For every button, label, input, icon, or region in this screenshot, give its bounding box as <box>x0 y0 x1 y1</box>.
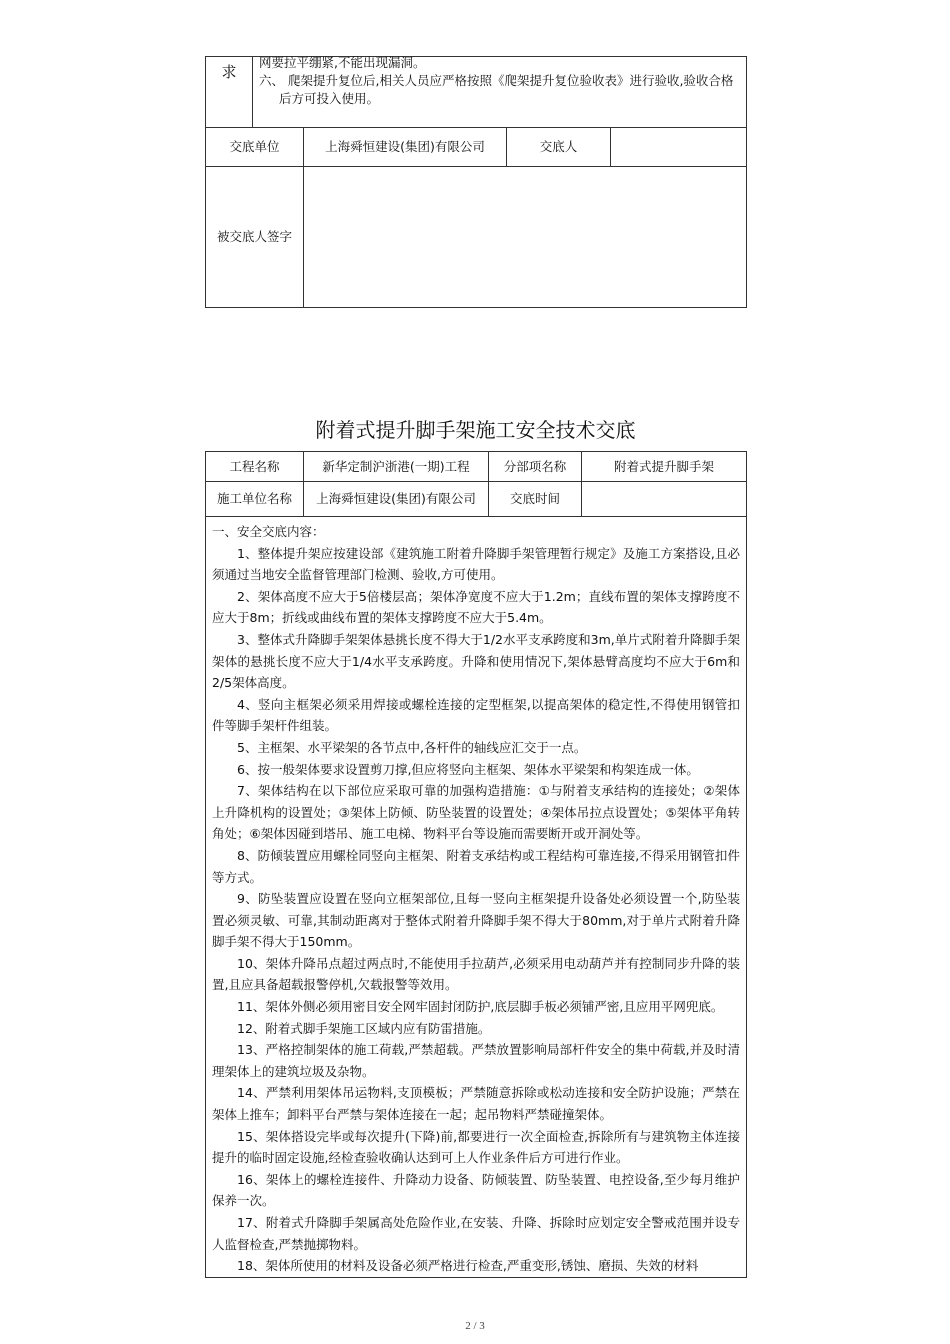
construction-unit-value: 上海舜恒建设(集团)有限公司 <box>304 482 489 517</box>
construction-unit-label: 施工单位名称 <box>206 482 304 517</box>
content-item: 14、严禁利用架体吊运物料,支顶模板；严禁随意拆除或松动连接和安全防护设施；严禁在架体上推车；卸料平台严禁与架体连接在一起；起吊物料严禁碰撞架体。 <box>212 1085 740 1123</box>
content-item: 2、架体高度不应大于5倍楼层高；架体净宽度不应大于1.2m；直线布置的架体支撑跨度不应大于8m；折线或曲线布置的架体支撑跨度不应大于5.4m。 <box>212 588 740 626</box>
content-item: 1、整体提升架应按建设部《建筑施工附着升降脚手架管理暂行规定》及施工方案搭设,且必须通过当地安全监督管理部门检测、验收,方可使用。 <box>212 545 740 583</box>
main-table <box>205 451 747 1278</box>
top-table <box>205 56 747 308</box>
content-item: 15、架体搭设完毕或每次提升(下降)前,都要进行一次全面检查,拆除所有与建筑物主体连接提升的临时固定设施,经检查验收确认达到可上人作业条件后方可进行作业。 <box>212 1128 740 1166</box>
handover-person-value[interactable] <box>611 128 747 167</box>
content-item: 18、架体所使用的材料及设备必须严格进行检查,严重变形,锈蚀、磨损、失效的材料 <box>237 1258 699 1274</box>
content-item: 3、整体式升降脚手架架体悬挑长度不得大于1/2水平支承跨度和3m,单片式附着升降脚手架架体的悬挑长度不应大于1/4水平支承跨度。升降和使用情况下,架体悬臂高度均不应大于6m和2/5架体高度。 <box>212 631 740 691</box>
content-item: 13、严格控制架体的施工荷载,严禁超载。严禁放置影响局部杆件安全的集中荷载,并及时清理架体上的建筑垃圾及杂物。 <box>212 1042 740 1079</box>
safety-content <box>206 517 747 1278</box>
requirement-line: 网要拉平绷紧,不能出现漏洞。 <box>259 55 426 70</box>
document-title: 附着式提升脚手架施工安全技术交底 <box>315 418 636 442</box>
requirement-text <box>253 57 747 128</box>
project-name-label: 工程名称 <box>206 452 304 482</box>
handover-unit-value: 上海舜恒建设(集团)有限公司 <box>304 128 507 167</box>
content-item: 9、防坠装置应设置在竖向立框架部位,且每一竖向主框架提升设备处必须设置一个,防坠装置必须灵敏、可靠,其制动距离对于整体式附着升降脚手架不得大于80mm,对于单片式附着升降脚手架不得大于150mm。 <box>212 891 740 950</box>
content-item: 17、附着式升降脚手架属高处危险作业,在安装、升降、拆除时应划定安全警戒范围并设专人监督检查,严禁抛掷物料。 <box>212 1215 740 1252</box>
subdivision-value: 附着式提升脚手架 <box>582 452 747 482</box>
section-heading: 一、安全交底内容： <box>212 524 325 539</box>
handover-time-label: 交底时间 <box>489 482 582 517</box>
content-item: 11、架体外侧必须用密目安全网牢固封闭防护,底层脚手板必须铺严密,且应用平网兜底。 <box>237 999 724 1015</box>
content-item: 7、架体结构在以下部位应采取可靠的加强构造措施：①与附着支承结构的连接处；②架体上升降机构的设置处；③架体上防倾、防坠装置的设置处；④架体吊拉点设置处；⑤架体平角转角处；⑥架体因碰到塔吊、施工电梯、物料平台等设施而需要断开或开洞处等。 <box>212 783 740 842</box>
handover-unit-label: 交底单位 <box>206 128 304 167</box>
content-item: 6、按一般架体要求设置剪刀撑,但应将竖向主框架、架体水平梁架和构架连成一体。 <box>237 761 699 777</box>
content-item: 10、架体升降吊点超过两点时,不能使用手拉葫芦,必须采用电动葫芦并有控制同步升降的装置,且应具备超载报警停机,欠载报警等效用。 <box>212 955 740 993</box>
page-number: 2 / 3 <box>465 1320 485 1332</box>
project-name-value: 新华定制沪浙港(一期)工程 <box>304 452 489 482</box>
handover-time-value[interactable] <box>582 482 747 517</box>
signature-area[interactable] <box>304 167 747 308</box>
handover-person-label: 交底人 <box>507 128 611 167</box>
requirement-line: 六、 爬架提升复位后,相关人员应严格按照《爬架提升复位验收表》进行验收,验收合格后方可投入使用。 <box>259 73 734 106</box>
content-item: 4、竖向主框架必须采用焊接或螺栓连接的定型框架,以提高架体的稳定性,不得使用钢管扣件等脚手架杆件组装。 <box>212 696 740 734</box>
content-item: 12、附着式脚手架施工区域内应有防雷措施。 <box>237 1020 491 1036</box>
content-item: 16、架体上的螺栓连接件、升降动力设备、防倾装置、防坠装置、电控设备,至少每月维护保养一次。 <box>212 1171 740 1209</box>
requirement-label: 求 <box>206 57 253 128</box>
content-item: 8、防倾装置应用螺栓同竖向主框架、附着支承结构或工程结构可靠连接,不得采用钢管扣件等方式。 <box>212 847 740 885</box>
subdivision-label: 分部项名称 <box>489 452 582 482</box>
signature-label: 被交底人签字 <box>206 167 304 308</box>
content-item: 5、主框架、水平梁架的各节点中,各杆件的轴线应汇交于一点。 <box>237 739 587 755</box>
